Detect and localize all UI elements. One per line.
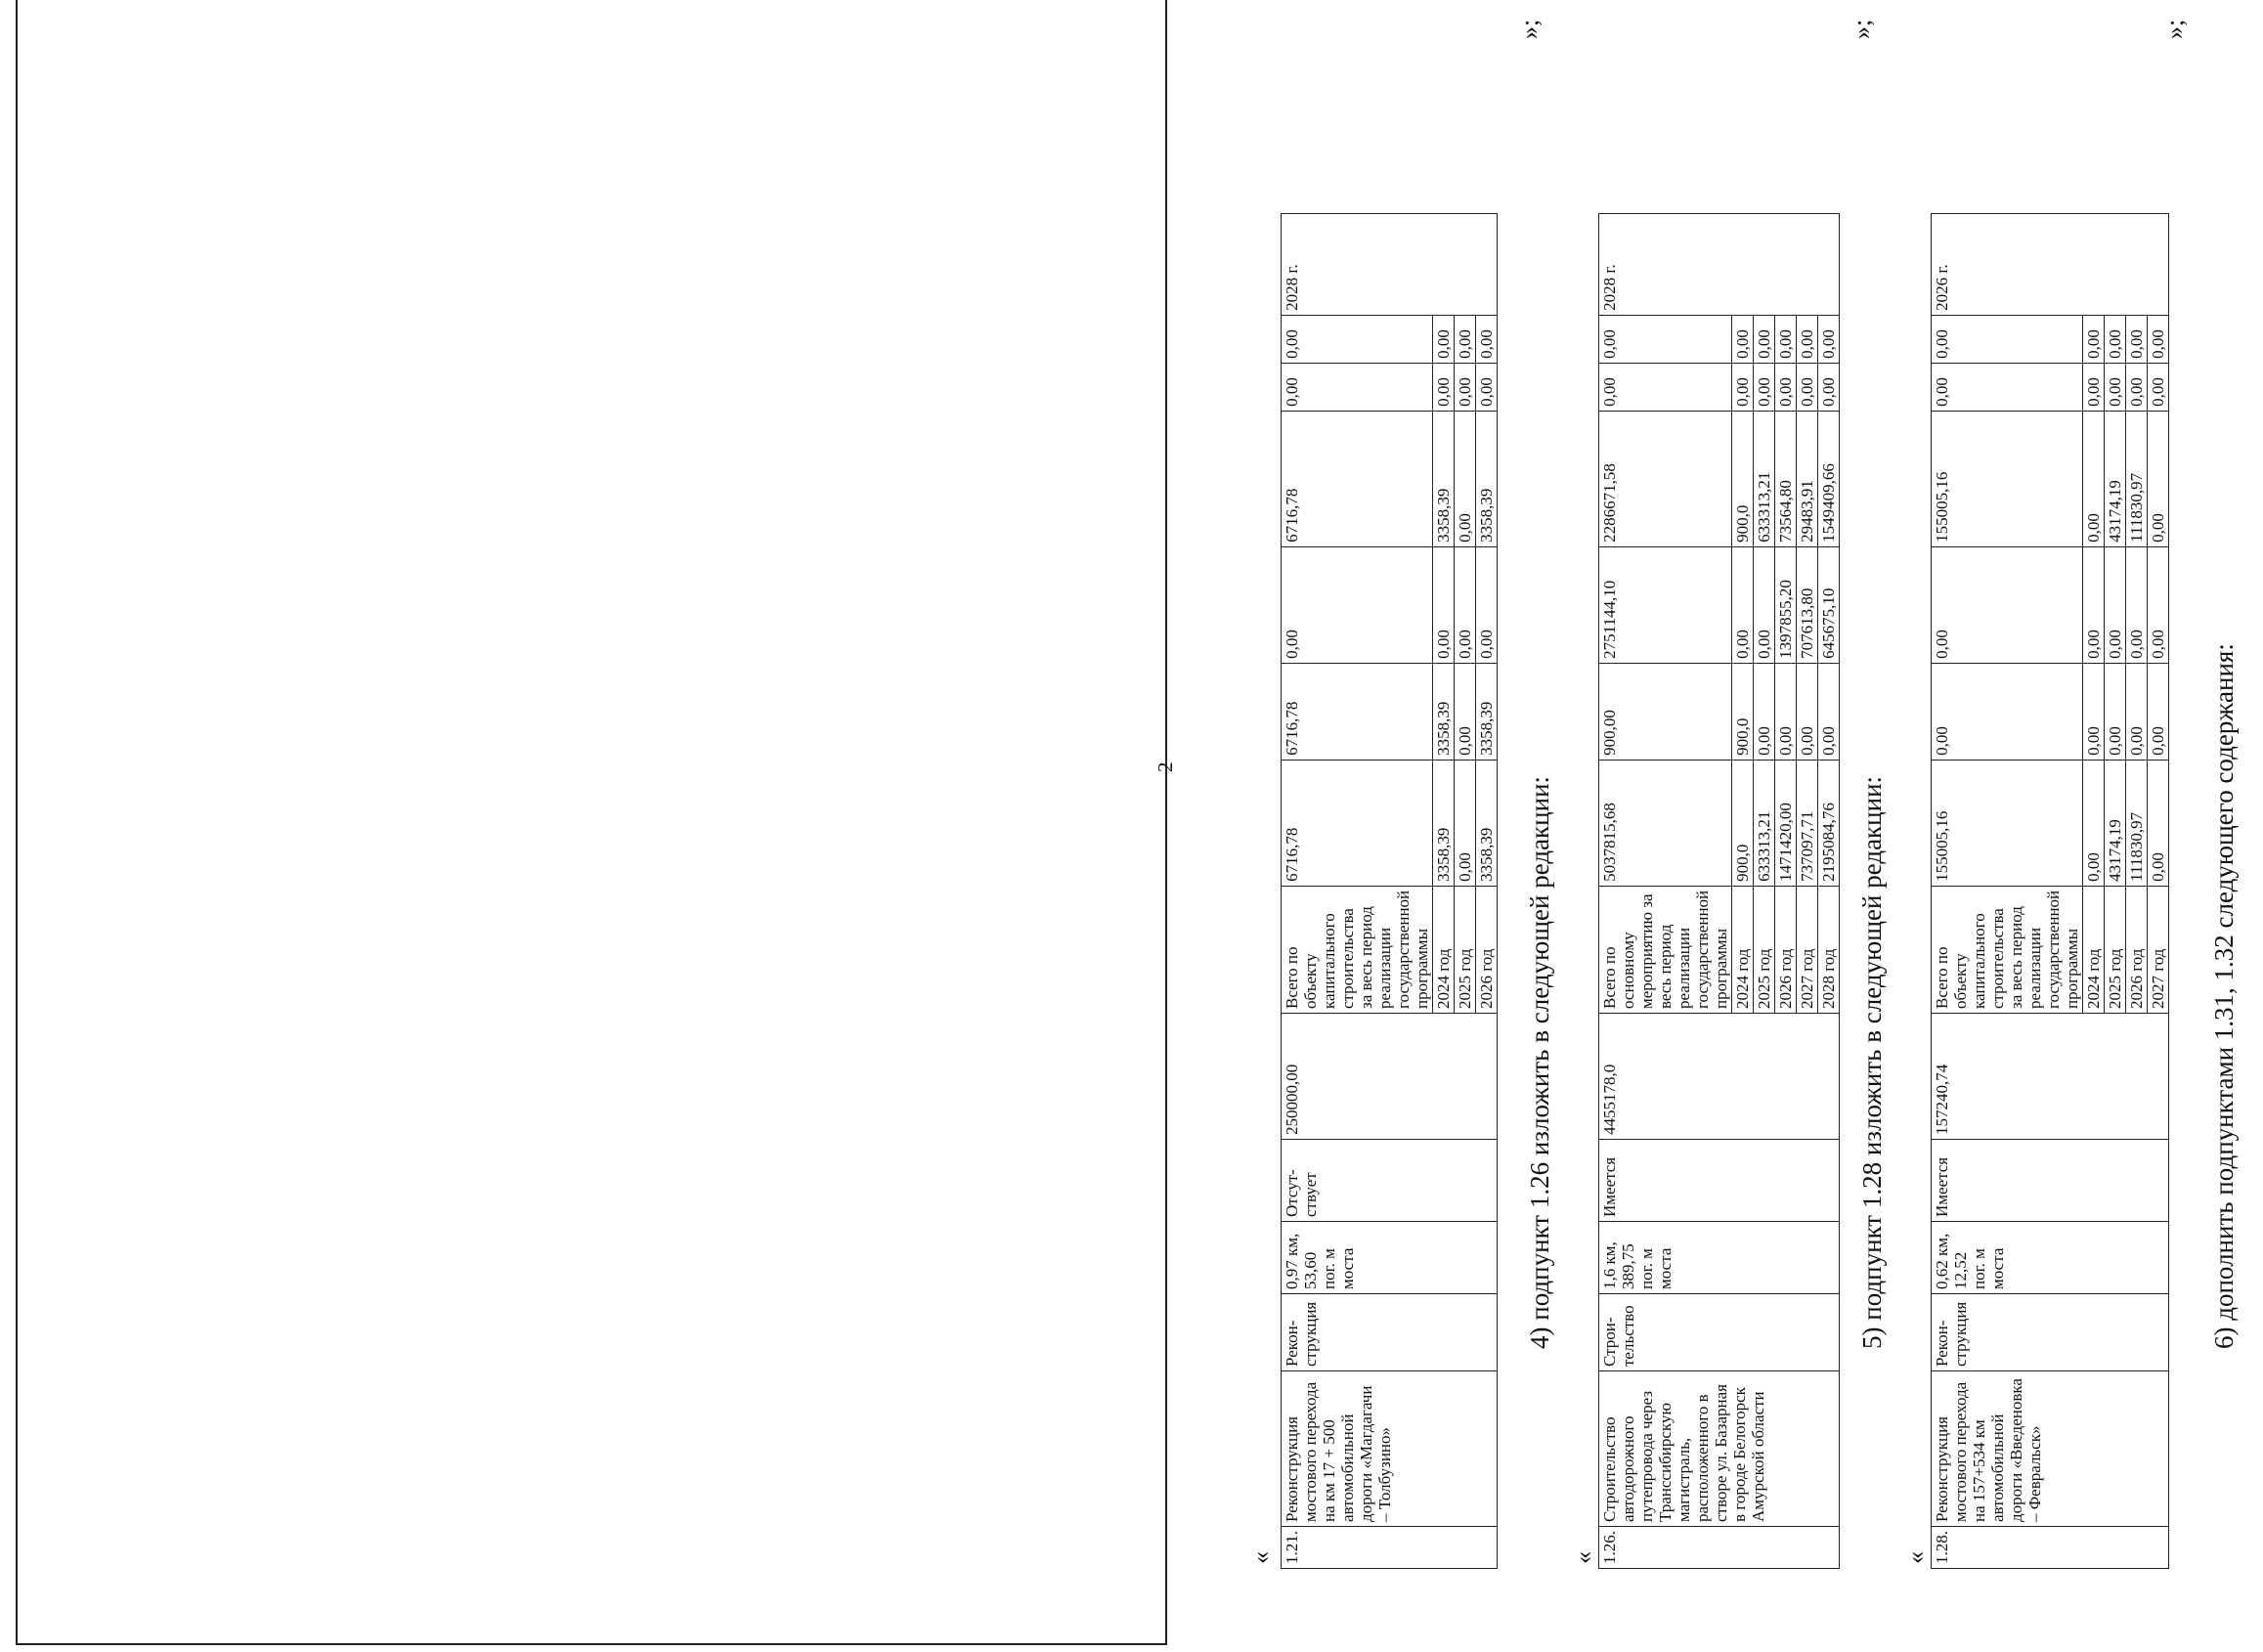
value-cell: 707613,80 [1797, 546, 1818, 663]
value-cell: 0,00 [2148, 363, 2169, 411]
value-cell: 0,00 [2148, 546, 2169, 663]
close-quote: »; [1848, 19, 1876, 39]
value-cell: 29483,91 [1797, 411, 1818, 546]
value-cell: 0,00 [1797, 363, 1818, 411]
value-cell: 73564,80 [1775, 411, 1797, 546]
value-cell: 737097,71 [1797, 760, 1818, 886]
year-label: 2026 год [1476, 886, 1498, 1013]
value-cell: 0,00 [2148, 760, 2169, 886]
value-cell: 0,00 [1818, 663, 1840, 760]
value-cell: 0,00 [2148, 315, 2169, 363]
period-label: Всего по объекту капитального строительства за весь период реализации государственной программы [1282, 886, 1433, 1013]
value-cell: 3358,39 [1476, 760, 1498, 886]
completion-year: 2028 г. [1599, 213, 1840, 315]
year-label: 2026 год [2126, 886, 2148, 1013]
value-cell: 900,00 [1599, 663, 1732, 760]
value-cell: 43174,19 [2105, 760, 2126, 886]
value-cell: 0,00 [2083, 411, 2105, 546]
object-name: Реконструкция мостового перехода на км 17 + 500 автомобильной дороги «Магдагачи – Толбузино» [1282, 1371, 1498, 1527]
value-cell: 6716,78 [1282, 663, 1433, 760]
value-cell: 0,00 [1775, 363, 1797, 411]
capacity: 0,97 км, 53,60 пог. м моста [1282, 1222, 1498, 1294]
value-cell: 0,00 [2105, 363, 2126, 411]
value-cell: 3358,39 [1476, 663, 1498, 760]
page-number: 2 [1153, 761, 1177, 772]
value-cell: 0,00 [2126, 363, 2148, 411]
value-cell: 0,00 [1599, 363, 1732, 411]
value-cell: 0,00 [1476, 546, 1498, 663]
value-cell: 0,00 [2083, 663, 2105, 760]
period-label: Всего по основному мероприятию за весь период реализации государственной программы [1599, 886, 1732, 1013]
value-cell: 0,00 [1455, 411, 1476, 546]
value-cell: 111830,97 [2126, 760, 2148, 886]
value-cell: 0,00 [1433, 363, 1455, 411]
value-cell: 2195084,76 [1818, 760, 1840, 886]
value-cell: 0,00 [1433, 546, 1455, 663]
value-cell: 900,0 [1732, 760, 1754, 886]
value-cell: 3358,39 [1433, 760, 1455, 886]
open-quote: « [1901, 1551, 1930, 1564]
year-label: 2024 год [1433, 886, 1455, 1013]
value-cell: 0,00 [1932, 546, 2083, 663]
value-cell: 6716,78 [1282, 760, 1433, 886]
value-cell: 0,00 [1754, 315, 1775, 363]
value-cell: 3358,39 [1476, 411, 1498, 546]
value-cell: 155005,16 [1932, 760, 2083, 886]
value-cell: 0,00 [1775, 663, 1797, 760]
value-cell: 645675,10 [1818, 546, 1840, 663]
value-cell: 0,00 [1932, 363, 2083, 411]
value-cell: 0,00 [1282, 315, 1433, 363]
capacity: 0,62 км, 12,52 пог. м моста [1932, 1222, 2169, 1294]
value-cell: 0,00 [1797, 663, 1818, 760]
year-label: 2028 год [1818, 886, 1840, 1013]
value-cell: 0,00 [1754, 363, 1775, 411]
year-label: 2027 год [1797, 886, 1818, 1013]
value-cell: 0,00 [1818, 315, 1840, 363]
value-cell: 900,0 [1732, 663, 1754, 760]
design-docs-status: Отсут-ствует [1282, 1140, 1498, 1222]
item-number: 1.28. [1932, 1527, 2169, 1569]
value-cell: 1397855,20 [1775, 546, 1797, 663]
open-quote: « [1569, 1551, 1597, 1564]
value-cell: 1549409,66 [1818, 411, 1840, 546]
value-cell: 633313,21 [1754, 760, 1775, 886]
value-cell: 0,00 [2126, 663, 2148, 760]
capacity: 1,6 км, 389,75 пог. м моста [1599, 1222, 1840, 1294]
period-label: Всего по объекту капитального строительства за весь период реализации государственной программы [1932, 886, 2083, 1013]
work-type: Рекон-струкция [1282, 1294, 1498, 1371]
value-cell: 0,00 [2105, 663, 2126, 760]
value-cell: 0,00 [1455, 760, 1476, 886]
value-cell: 900,0 [1732, 411, 1754, 546]
heading-6: 6) дополнить подпунктами 1.31, 1.32 следующего содержания: [2209, 643, 2239, 1349]
value-cell: 2751144,10 [1599, 546, 1732, 663]
year-label: 2027 год [2148, 886, 2169, 1013]
design-docs-status: Имеется [1599, 1140, 1840, 1222]
value-cell: 43174,19 [2105, 411, 2126, 546]
value-cell: 0,00 [1433, 315, 1455, 363]
estimated-cost: 4455178,0 [1599, 1014, 1840, 1140]
year-label: 2025 год [1455, 886, 1476, 1013]
year-label: 2026 год [1775, 886, 1797, 1013]
close-quote: »; [1515, 19, 1544, 39]
year-label: 2024 год [1732, 886, 1754, 1013]
value-cell: 0,00 [1732, 546, 1754, 663]
value-cell: 0,00 [1818, 363, 1840, 411]
value-cell: 0,00 [1599, 315, 1732, 363]
object-name: Реконструкция мостового перехода на 157+534 км автомобильной дороги «Введеновка – Февральск» [1932, 1371, 2169, 1527]
close-quote: »; [2160, 19, 2189, 39]
table-row [1932, 213, 2083, 1568]
table-1-28 [1931, 213, 2169, 1569]
value-cell: 0,00 [1455, 363, 1476, 411]
value-cell: 111830,97 [2126, 411, 2148, 546]
year-label: 2024 год [2083, 886, 2105, 1013]
estimated-cost: 250000,00 [1282, 1014, 1498, 1140]
object-name: Строительство автодорожного путепровода через Транссибирскую магистраль, расположенного в створе ул. Базарная в городе Белогорск Амурской области [1599, 1371, 1840, 1527]
value-cell: 0,00 [1455, 546, 1476, 663]
table-row [1282, 213, 1433, 1568]
value-cell: 0,00 [1455, 315, 1476, 363]
year-label: 2025 год [2105, 886, 2126, 1013]
design-docs-status: Имеется [1932, 1140, 2169, 1222]
value-cell: 0,00 [2126, 315, 2148, 363]
value-cell: 0,00 [1476, 363, 1498, 411]
value-cell: 155005,16 [1932, 411, 2083, 546]
page-frame [16, 0, 1167, 1645]
value-cell: 0,00 [2148, 411, 2169, 546]
open-quote: « [1246, 1551, 1275, 1564]
value-cell: 0,00 [2083, 363, 2105, 411]
value-cell: 0,00 [2126, 546, 2148, 663]
heading-4: 4) подпункт 1.26 изложить в следующей редакции: [1525, 775, 1554, 1349]
value-cell: 0,00 [2105, 546, 2126, 663]
table-1-21 [1281, 213, 1498, 1569]
value-cell: 3358,39 [1433, 411, 1455, 546]
value-cell: 2286671,58 [1599, 411, 1732, 546]
value-cell: 6716,78 [1282, 411, 1433, 546]
completion-year: 2028 г. [1282, 213, 1498, 315]
work-type: Строи-тельство [1599, 1294, 1840, 1371]
value-cell: 0,00 [1732, 315, 1754, 363]
estimated-cost: 157240,74 [1932, 1014, 2169, 1140]
value-cell: 1471420,00 [1775, 760, 1797, 886]
table-row [1599, 213, 1732, 1568]
value-cell: 0,00 [1932, 663, 2083, 760]
document-page [1153, 0, 2263, 1574]
table-1-26 [1598, 213, 1840, 1569]
heading-5: 5) подпункт 1.28 изложить в следующей редакции: [1857, 775, 1887, 1349]
value-cell: 5037815,68 [1599, 760, 1732, 886]
value-cell: 0,00 [2083, 315, 2105, 363]
value-cell: 0,00 [2083, 546, 2105, 663]
value-cell: 0,00 [1754, 546, 1775, 663]
value-cell: 0,00 [1754, 663, 1775, 760]
value-cell: 0,00 [1282, 363, 1433, 411]
value-cell: 0,00 [2148, 663, 2169, 760]
value-cell: 0,00 [1282, 546, 1433, 663]
value-cell: 0,00 [2105, 315, 2126, 363]
value-cell: 0,00 [1775, 315, 1797, 363]
value-cell: 3358,39 [1433, 663, 1455, 760]
work-type: Рекон-струкция [1932, 1294, 2169, 1371]
value-cell: 0,00 [1797, 315, 1818, 363]
value-cell: 0,00 [2083, 760, 2105, 886]
value-cell: 633313,21 [1754, 411, 1775, 546]
value-cell: 0,00 [1932, 315, 2083, 363]
item-number: 1.26. [1599, 1527, 1840, 1569]
year-label: 2025 год [1754, 886, 1775, 1013]
item-number: 1.21. [1282, 1527, 1498, 1569]
completion-year: 2026 г. [1932, 213, 2169, 315]
value-cell: 0,00 [1732, 363, 1754, 411]
value-cell: 0,00 [1455, 663, 1476, 760]
value-cell: 0,00 [1476, 315, 1498, 363]
